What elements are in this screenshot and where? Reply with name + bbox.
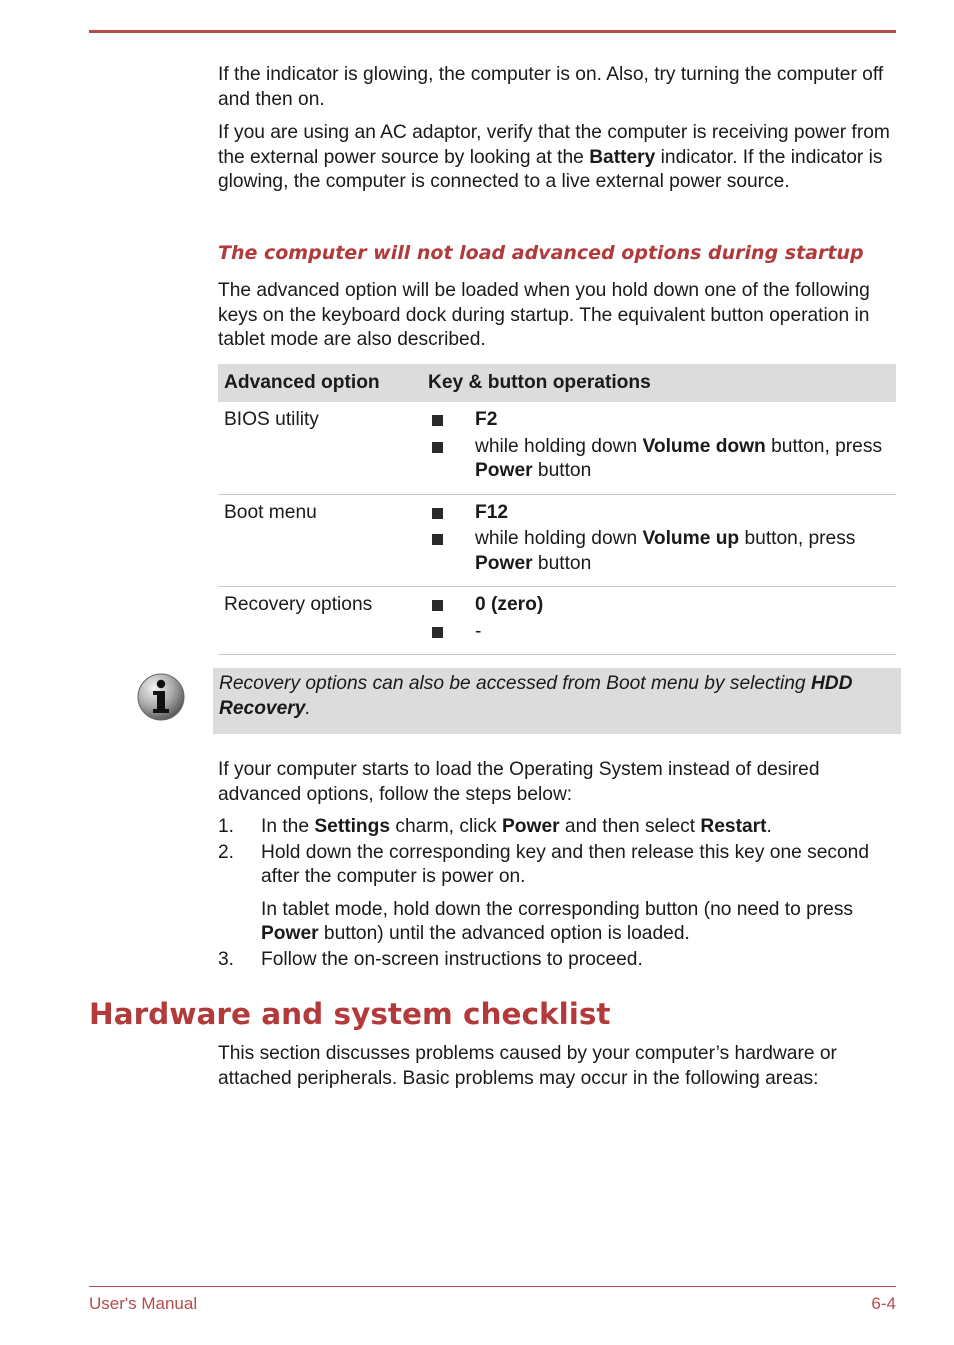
option-cell: Recovery options — [218, 587, 422, 655]
intro-block — [218, 63, 900, 195]
square-bullet-icon — [432, 442, 443, 453]
section-title: Hardware and system checklist — [89, 997, 611, 1031]
square-bullet-icon — [432, 534, 443, 545]
advanced-options-table — [218, 364, 896, 655]
footer-rule — [89, 1286, 896, 1287]
column-header: Advanced option — [218, 364, 422, 402]
operations-cell — [422, 402, 896, 494]
column-header: Key & button operations — [422, 364, 896, 402]
operations-cell — [422, 494, 896, 587]
operations-cell — [422, 587, 896, 655]
footer-title: User's Manual — [89, 1294, 198, 1313]
steps-list — [218, 815, 900, 973]
square-bullet-icon — [432, 415, 443, 426]
square-bullet-icon — [432, 508, 443, 519]
list-item: - — [428, 620, 890, 645]
list-item: F12 — [428, 501, 890, 526]
table-row — [218, 402, 896, 494]
subheading: The computer will not load advanced options during startup — [218, 242, 864, 264]
table-row — [218, 494, 896, 587]
list-item: 0 (zero) — [428, 593, 890, 618]
square-bullet-icon — [432, 627, 443, 638]
table-header-row — [218, 364, 896, 402]
list-item: 1. In the Settings charm, click Power and then select Restart. — [218, 816, 772, 837]
option-cell: BIOS utility — [218, 402, 422, 494]
list-item: 2. Hold down the corresponding key and then release this key one second after the computer is power on. In tablet mode, hold down the corresponding button (no need to press Power button) until the advanced option is loaded. — [218, 841, 869, 944]
option-cell: Boot menu — [218, 494, 422, 587]
list-item: 3. Follow the on-screen instructions to proceed. — [218, 948, 643, 970]
list-item: while holding down Volume down button, press Power button — [428, 435, 890, 484]
list-item: F2 — [428, 408, 890, 433]
intro-paragraph-2: If you are using an AC adaptor, verify that the computer is receiving power from the external power source by looking at the Battery indicator. If the indicator is glowing, the computer is connected to a live external power source. — [218, 122, 890, 192]
steps-intro: If your computer starts to load the Operating System instead of desired advanced options, follow the steps below: — [218, 759, 820, 805]
lead-paragraph: The advanced option will be loaded when you hold down one of the following keys on the keyboard dock during startup. The equivalent button operation in tablet mode are also described. — [218, 280, 870, 350]
header-rule — [89, 30, 896, 33]
note-box: Recovery options can also be accessed from Boot menu by selecting HDD Recovery. — [213, 668, 901, 734]
list-item: while holding down Volume up button, press Power button — [428, 527, 890, 576]
info-icon — [136, 672, 186, 722]
page-number: 6-4 — [871, 1294, 896, 1313]
table-row — [218, 587, 896, 655]
square-bullet-icon — [432, 600, 443, 611]
intro-paragraph-1: If the indicator is glowing, the computer is on. Also, try turning the computer off and then on. — [218, 64, 884, 110]
section-intro: This section discusses problems caused by your computer’s hardware or attached peripherals. Basic problems may occur in the following areas: — [218, 1043, 837, 1089]
